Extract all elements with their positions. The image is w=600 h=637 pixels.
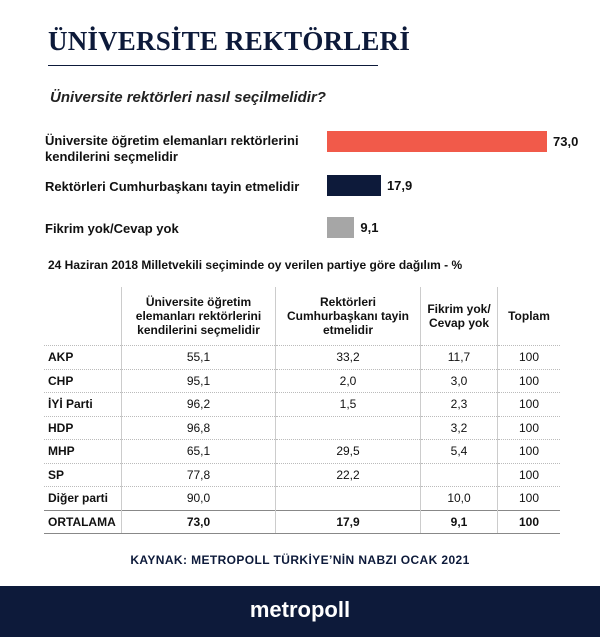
value-cell: 100 — [498, 369, 561, 393]
value-cell: 55,1 — [122, 346, 276, 370]
average-value-cell: 73,0 — [122, 510, 276, 534]
table-row — [44, 440, 560, 464]
table-row — [44, 463, 560, 487]
average-value-cell: 17,9 — [276, 510, 421, 534]
value-cell: 33,2 — [276, 346, 421, 370]
value-cell: 100 — [498, 463, 561, 487]
party-name-cell: AKP — [44, 346, 122, 370]
average-value-cell: 9,1 — [421, 510, 498, 534]
bar-category-label: Fikrim yok/Cevap yok — [45, 221, 179, 236]
average-row — [44, 510, 560, 534]
value-cell — [421, 463, 498, 487]
value-cell: 3,2 — [421, 416, 498, 440]
footer-bar — [0, 586, 600, 637]
value-cell: 11,7 — [421, 346, 498, 370]
table-subtitle: 24 Haziran 2018 Milletvekili seçiminde oy verilen partiye göre dağılım - % — [48, 258, 463, 272]
header-self-elect: Üniversite öğretim elemanları rektörlerini kendilerini seçmelidir — [122, 287, 276, 346]
value-cell: 65,1 — [122, 440, 276, 464]
brand-logo: metropoll — [249, 597, 351, 622]
bar-category-label: Rektörleri Cumhurbaşkanı tayin etmelidir — [45, 179, 300, 194]
bar — [327, 175, 381, 196]
value-cell: 2,0 — [276, 369, 421, 393]
bar — [327, 217, 354, 238]
value-cell: 100 — [498, 346, 561, 370]
party-name-cell: MHP — [44, 440, 122, 464]
value-cell: 5,4 — [421, 440, 498, 464]
value-cell — [276, 487, 421, 511]
value-cell: 100 — [498, 487, 561, 511]
value-cell: 22,2 — [276, 463, 421, 487]
value-cell: 3,0 — [421, 369, 498, 393]
question-text: Üniversite rektörleri nasıl seçilmelidir? — [50, 89, 326, 106]
table-row — [44, 346, 560, 370]
bar-chart — [0, 120, 600, 250]
table-row — [44, 393, 560, 417]
party-name-cell: HDP — [44, 416, 122, 440]
value-cell: 77,8 — [122, 463, 276, 487]
value-cell: 96,2 — [122, 393, 276, 417]
value-cell — [276, 416, 421, 440]
bar-value-label: 17,9 — [386, 178, 413, 193]
party-name-cell: CHP — [44, 369, 122, 393]
source-note: KAYNAK: METROPOLL TÜRKİYE’NİN NABZI OCAK 2021 — [130, 553, 470, 567]
value-cell: 100 — [498, 440, 561, 464]
average-value-cell: 100 — [498, 510, 561, 534]
value-cell: 90,0 — [122, 487, 276, 511]
party-name-cell: İYİ Parti — [44, 393, 122, 417]
value-cell: 10,0 — [421, 487, 498, 511]
value-cell: 100 — [498, 393, 561, 417]
header-total: Toplam — [498, 287, 561, 346]
table-header-row — [44, 287, 560, 346]
average-label-cell: ORTALAMA — [44, 510, 122, 534]
header-no-opinion: Fikrim yok/ Cevap yok — [421, 287, 498, 346]
title-divider — [48, 65, 378, 66]
bar-value-label: 9,1 — [360, 220, 379, 235]
party-name-cell: SP — [44, 463, 122, 487]
header-party — [44, 287, 122, 346]
value-cell: 96,8 — [122, 416, 276, 440]
table-row — [44, 416, 560, 440]
party-breakdown-table — [44, 287, 560, 534]
party-name-cell: Diğer parti — [44, 487, 122, 511]
header-president-appoint: Rektörleri Cumhurbaşkanı tayin etmelidir — [276, 287, 421, 346]
value-cell: 100 — [498, 416, 561, 440]
table-row — [44, 369, 560, 393]
value-cell: 29,5 — [276, 440, 421, 464]
bar-category-label: Üniversite öğretim elemanları rektörlerini kendilerini seçmelidir — [45, 133, 299, 164]
value-cell: 1,5 — [276, 393, 421, 417]
bar — [327, 131, 547, 152]
bar-value-label: 73,0 — [553, 134, 579, 149]
value-cell: 95,1 — [122, 369, 276, 393]
table-row — [44, 487, 560, 511]
value-cell: 2,3 — [421, 393, 498, 417]
page-title: ÜNİVERSİTE REKTÖRLERİ — [48, 26, 411, 56]
